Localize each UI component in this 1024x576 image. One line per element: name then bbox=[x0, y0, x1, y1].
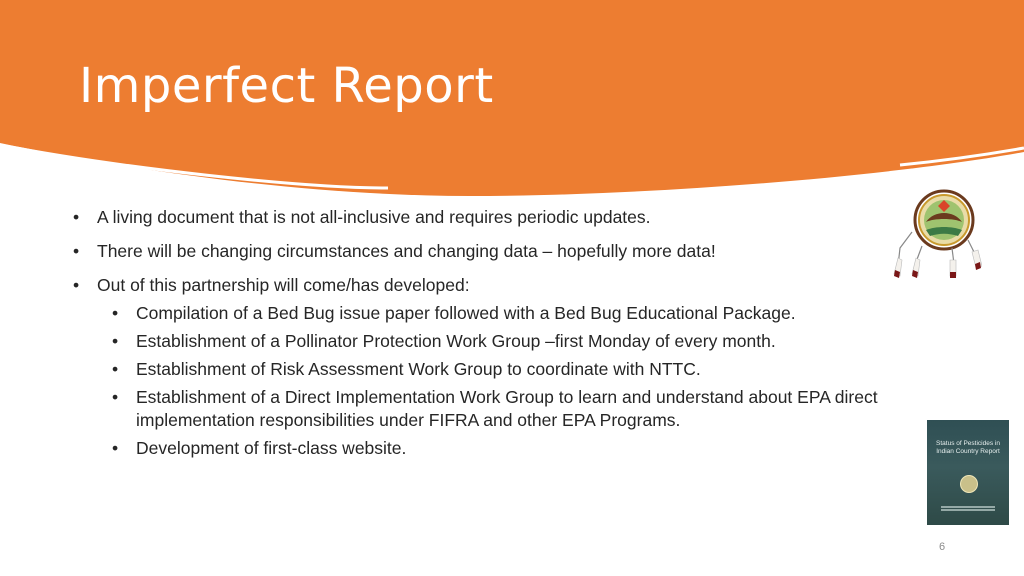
bullet-list bbox=[72, 206, 922, 460]
bullet-item: • There will be changing circumstances and changing data – hopefully more data! bbox=[72, 240, 922, 263]
page-number: 6 bbox=[938, 541, 946, 553]
report-cover-logo-icon bbox=[960, 475, 978, 493]
report-cover-image bbox=[927, 420, 1009, 525]
sub-bullet-item: • Establishment of a Pollinator Protection Work Group –first Monday of every month. bbox=[111, 330, 922, 353]
sub-bullet-item: • Development of first-class website. bbox=[111, 437, 922, 460]
sub-bullet-item: • Establishment of Risk Assessment Work Group to coordinate with NTTC. bbox=[111, 358, 922, 381]
tribal-seal-icon bbox=[892, 188, 982, 284]
report-cover-title: Status of Pesticides in Indian Country Report bbox=[936, 440, 1000, 455]
bullet-item-text: Out of this partnership will come/has developed: bbox=[97, 275, 470, 295]
bullet-content bbox=[72, 206, 922, 471]
sub-bullet-item: • Establishment of a Direct Implementation Work Group to learn and understand about EPA direct implementation responsibilities under FIFRA and other EPA Programs. bbox=[111, 386, 922, 432]
bullet-item: • A living document that is not all-inclusive and requires periodic updates. bbox=[72, 206, 922, 229]
title-banner bbox=[0, 0, 1024, 200]
sub-bullet-item: • Compilation of a Bed Bug issue paper followed with a Bed Bug Educational Package. bbox=[111, 302, 922, 325]
sub-bullet-list bbox=[111, 302, 922, 460]
report-cover-footer bbox=[931, 505, 1005, 511]
bullet-item bbox=[72, 274, 922, 460]
slide-title: Imperfect Report bbox=[79, 58, 494, 114]
